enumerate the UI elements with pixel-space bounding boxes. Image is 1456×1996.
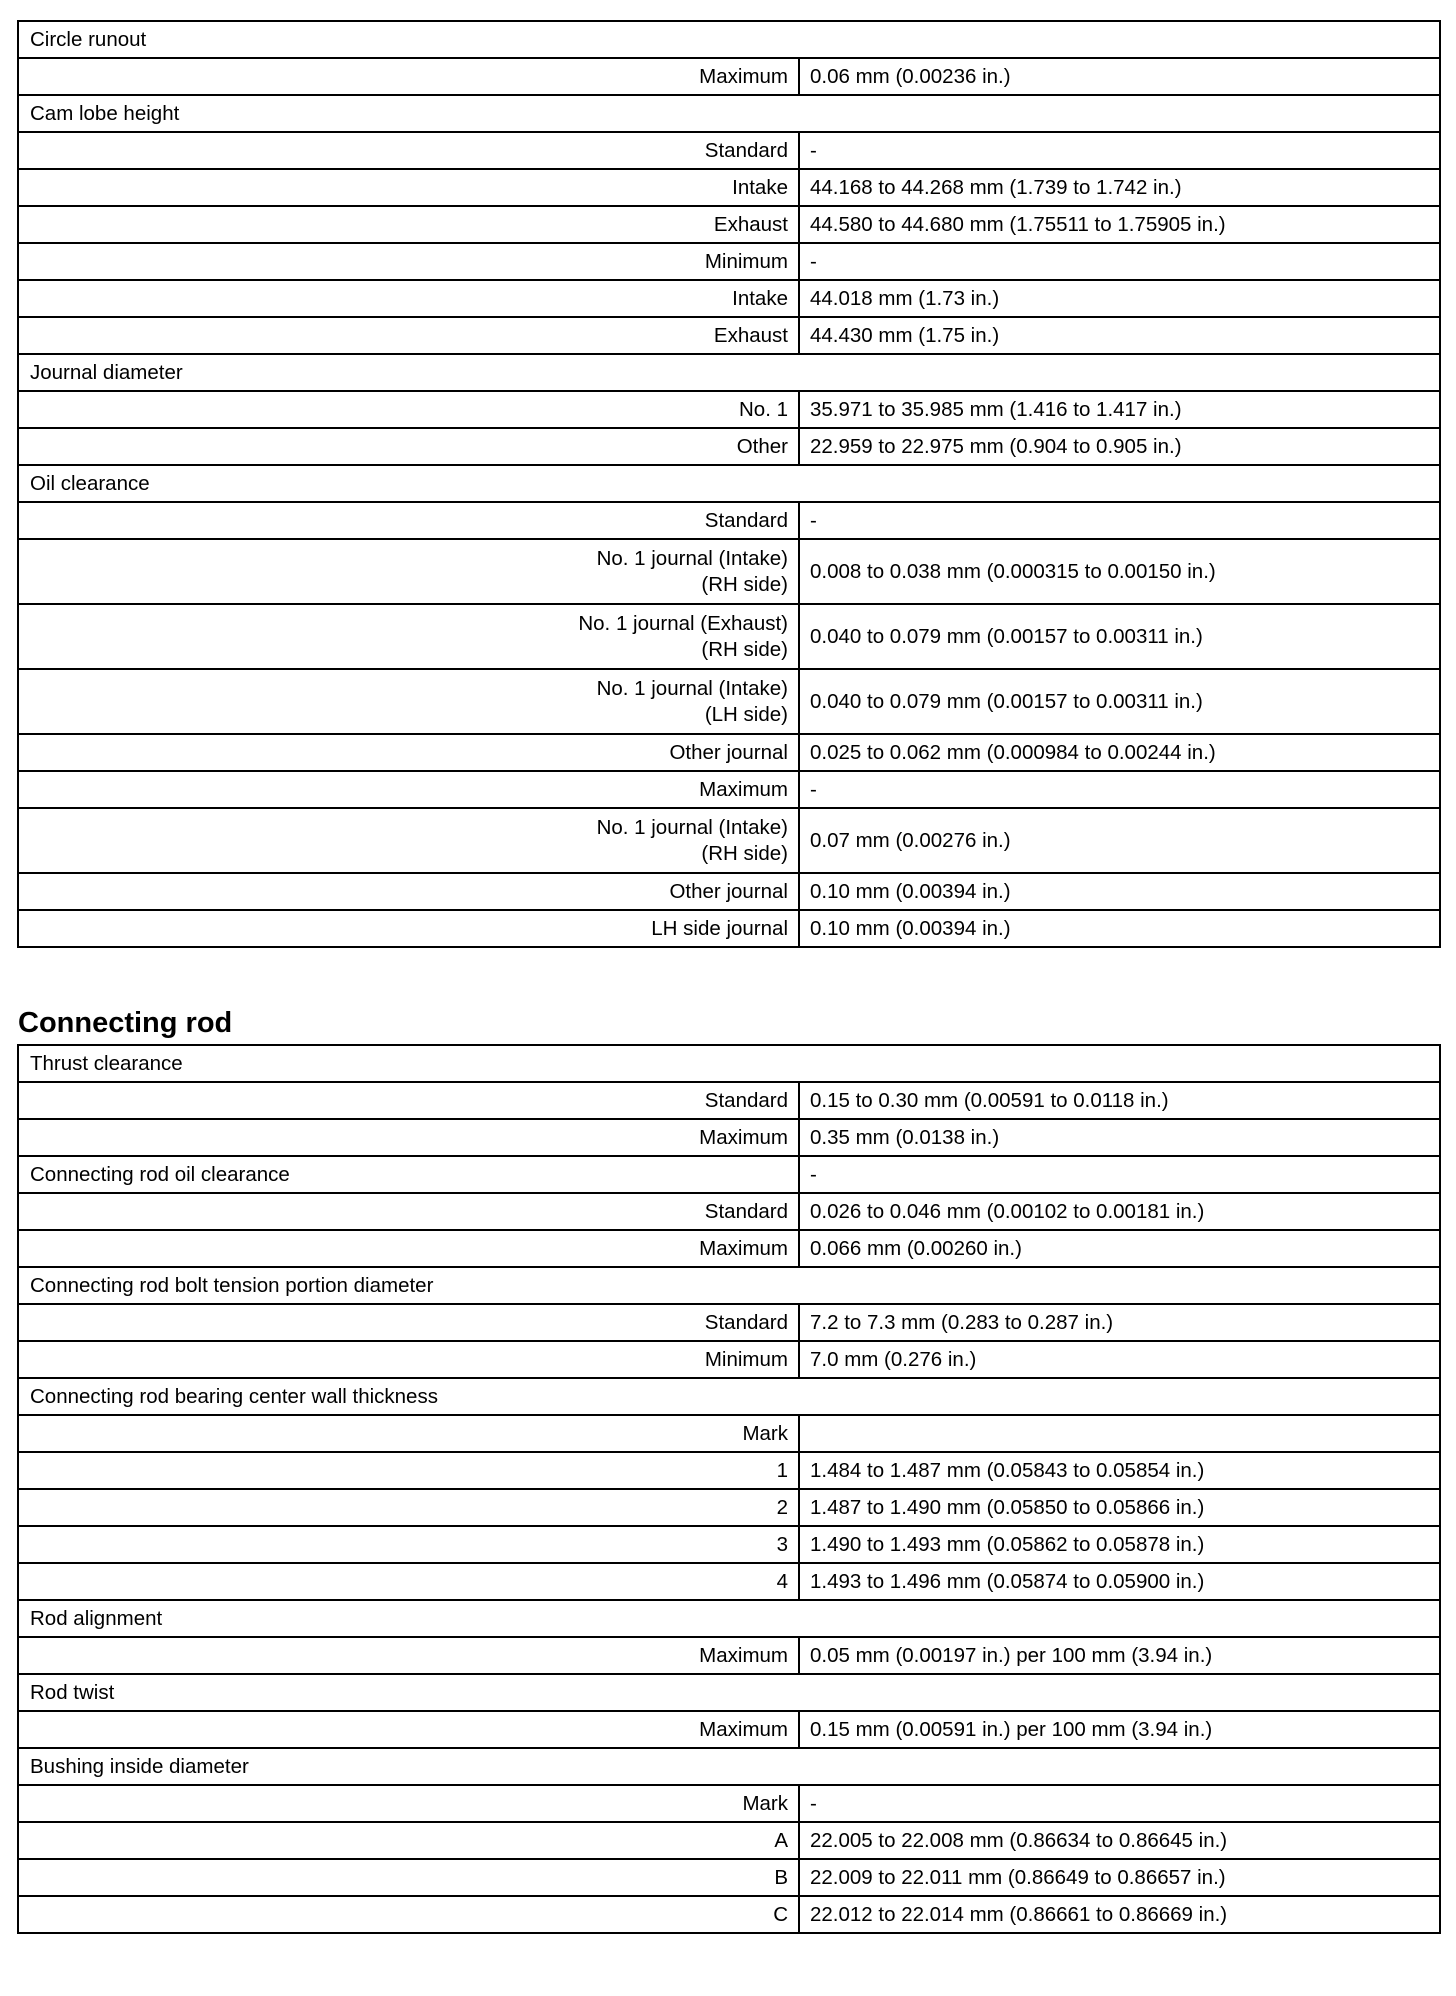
spec-label: Exhaust [18,317,799,354]
table-row [18,1896,1440,1933]
table-row [18,1230,1440,1267]
spec-label: Minimum [18,1341,799,1378]
spec-label [18,539,799,604]
spec-label [18,669,799,734]
spec-label: LH side journal [18,910,799,947]
spec-label: Standard [18,502,799,539]
spec-label: Mark [18,1415,799,1452]
spec-label: 1 [18,1452,799,1489]
spec-value: - [799,1156,1440,1193]
spec-value: 0.066 mm (0.00260 in.) [799,1230,1440,1267]
section-row [18,1748,1440,1785]
spec-value: - [799,502,1440,539]
group-label: Connecting rod bearing center wall thickness [18,1378,1440,1415]
spec-label-line: No. 1 journal (Intake) [596,676,788,700]
spec-label [18,808,799,873]
section-row [18,1267,1440,1304]
spec-label: Maximum [18,58,799,95]
table-row [18,808,1440,873]
spec-label: Standard [18,1193,799,1230]
group-label: Connecting rod oil clearance [18,1156,799,1193]
section-row [18,1045,1440,1082]
table-row [18,169,1440,206]
spec-value: 0.040 to 0.079 mm (0.00157 to 0.00311 in.) [799,669,1440,734]
table-row [18,1341,1440,1378]
spec-value: 22.005 to 22.008 mm (0.86634 to 0.86645 in.) [799,1822,1440,1859]
table-row [18,1415,1440,1452]
section-title: Connecting rod [18,1007,233,1039]
camshaft-spec-table [17,20,1441,948]
spec-label-line: No. 1 journal (Exhaust) [578,611,788,635]
table-row [18,1156,1440,1193]
spec-label: Standard [18,1082,799,1119]
table-row [18,243,1440,280]
spec-value: 0.15 to 0.30 mm (0.00591 to 0.0118 in.) [799,1082,1440,1119]
spec-label: A [18,1822,799,1859]
spec-label: Other journal [18,873,799,910]
table-row [18,502,1440,539]
group-label: Cam lobe height [18,95,1440,132]
table-row [18,1711,1440,1748]
spec-value [799,1415,1440,1452]
table-row [18,539,1440,604]
section-row [18,21,1440,58]
spec-value: 0.008 to 0.038 mm (0.000315 to 0.00150 in.) [799,539,1440,604]
section-row [18,1600,1440,1637]
spec-label: Maximum [18,1119,799,1156]
table-row [18,910,1440,947]
table-row [18,280,1440,317]
spec-label-line: (RH side) [701,841,788,865]
spec-value: 0.06 mm (0.00236 in.) [799,58,1440,95]
spec-value: - [799,1785,1440,1822]
table-row [18,317,1440,354]
spec-value: 44.168 to 44.268 mm (1.739 to 1.742 in.) [799,169,1440,206]
table-row [18,1489,1440,1526]
spec-value: 7.0 mm (0.276 in.) [799,1341,1440,1378]
table-row [18,1822,1440,1859]
spec-value: 0.040 to 0.079 mm (0.00157 to 0.00311 in.) [799,604,1440,669]
group-label: Thrust clearance [18,1045,1440,1082]
table-row [18,1452,1440,1489]
spec-label: No. 1 [18,391,799,428]
spec-value: 1.487 to 1.490 mm (0.05850 to 0.05866 in.) [799,1489,1440,1526]
spec-label: Mark [18,1785,799,1822]
section-row [18,1378,1440,1415]
table-row [18,1637,1440,1674]
table-row [18,58,1440,95]
group-label: Bushing inside diameter [18,1748,1440,1785]
section-row [18,354,1440,391]
table-row [18,669,1440,734]
spec-label: Maximum [18,1711,799,1748]
spec-label: Standard [18,132,799,169]
spec-label: Maximum [18,771,799,808]
spec-value: 0.026 to 0.046 mm (0.00102 to 0.00181 in.) [799,1193,1440,1230]
spec-value: - [799,771,1440,808]
spec-label-line: (RH side) [701,637,788,661]
section-row [18,465,1440,502]
table-row [18,391,1440,428]
spec-label: Intake [18,280,799,317]
spec-label: Standard [18,1304,799,1341]
spec-label: 3 [18,1526,799,1563]
spec-label: C [18,1896,799,1933]
connecting-rod-spec-table [17,1044,1441,1934]
spec-label: Maximum [18,1230,799,1267]
table-row [18,1563,1440,1600]
spec-value: 1.484 to 1.487 mm (0.05843 to 0.05854 in.) [799,1452,1440,1489]
spec-value: 22.012 to 22.014 mm (0.86661 to 0.86669 in.) [799,1896,1440,1933]
spec-value: 0.35 mm (0.0138 in.) [799,1119,1440,1156]
group-label: Rod twist [18,1674,1440,1711]
spec-value: 44.430 mm (1.75 in.) [799,317,1440,354]
spec-label [18,604,799,669]
table-row [18,206,1440,243]
spec-value: - [799,243,1440,280]
spec-label-line: No. 1 journal (Intake) [596,546,788,570]
spec-value: 1.490 to 1.493 mm (0.05862 to 0.05878 in.) [799,1526,1440,1563]
spec-label: Maximum [18,1637,799,1674]
spec-label: Intake [18,169,799,206]
spec-label: Other journal [18,734,799,771]
table-row [18,1119,1440,1156]
spec-value: 0.10 mm (0.00394 in.) [799,910,1440,947]
spec-value: 22.959 to 22.975 mm (0.904 to 0.905 in.) [799,428,1440,465]
group-label: Oil clearance [18,465,1440,502]
spec-label-line: (RH side) [701,572,788,596]
spec-value: 0.10 mm (0.00394 in.) [799,873,1440,910]
table-row [18,771,1440,808]
spec-value: 0.07 mm (0.00276 in.) [799,808,1440,873]
spec-label: Other [18,428,799,465]
table-row [18,428,1440,465]
table-row [18,1785,1440,1822]
spec-value: 1.493 to 1.496 mm (0.05874 to 0.05900 in.) [799,1563,1440,1600]
spec-label: B [18,1859,799,1896]
table-row [18,1193,1440,1230]
spec-value: 0.025 to 0.062 mm (0.000984 to 0.00244 in.) [799,734,1440,771]
table-row [18,132,1440,169]
table-row [18,1859,1440,1896]
spec-label: 4 [18,1563,799,1600]
group-label: Connecting rod bolt tension portion diameter [18,1267,1440,1304]
spec-value: 44.018 mm (1.73 in.) [799,280,1440,317]
spec-value: - [799,132,1440,169]
table-row [18,1082,1440,1119]
spec-value: 44.580 to 44.680 mm (1.75511 to 1.75905 in.) [799,206,1440,243]
spec-label-line: No. 1 journal (Intake) [596,815,788,839]
group-label: Journal diameter [18,354,1440,391]
spec-value: 7.2 to 7.3 mm (0.283 to 0.287 in.) [799,1304,1440,1341]
spec-label: 2 [18,1489,799,1526]
section-row [18,1674,1440,1711]
spec-value: 0.15 mm (0.00591 in.) per 100 mm (3.94 in.) [799,1711,1440,1748]
spec-value: 22.009 to 22.011 mm (0.86649 to 0.86657 in.) [799,1859,1440,1896]
spec-label: Exhaust [18,206,799,243]
table-row [18,734,1440,771]
table-row [18,604,1440,669]
table-row [18,1526,1440,1563]
spec-label: Minimum [18,243,799,280]
section-row [18,95,1440,132]
spec-value: 0.05 mm (0.00197 in.) per 100 mm (3.94 in.) [799,1637,1440,1674]
table-row [18,873,1440,910]
group-label: Rod alignment [18,1600,1440,1637]
spec-value: 35.971 to 35.985 mm (1.416 to 1.417 in.) [799,391,1440,428]
group-label: Circle runout [18,21,1440,58]
spec-label-line: (LH side) [704,702,788,726]
table-row [18,1304,1440,1341]
